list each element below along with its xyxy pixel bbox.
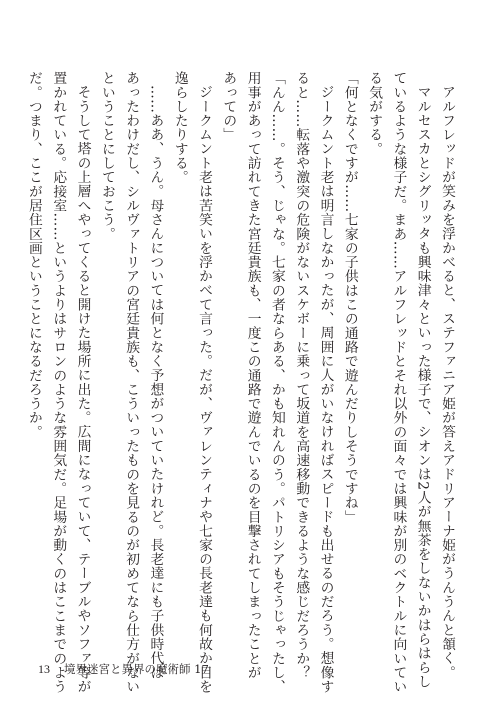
text-line: ……ああ、うん。母さんについては何となく予想がついていたけれど。長老達にも子供時代は <box>147 84 164 680</box>
page-footer <box>38 660 209 678</box>
text-line: ジークムント老は苦笑いを浮かべて言った。だが、ヴァレンティナや七家の長老達も何故か目を <box>196 84 213 694</box>
text-line: 「んん……。そう、じゃな。七家の者ならある、かも知れんのう。パトリシアもそうじゃったし、 <box>268 71 285 694</box>
text-line: ジークムント老は明言しなかったが、周囲に人がいなければスピードも出せるのだろう。想像す <box>317 84 334 694</box>
text-line: 逸らしたりする。 <box>171 71 188 185</box>
text-line: マルセスカとシグリッタも興味津々といった様子で、シオンは2人が無茶をしないかはらはらし <box>414 84 431 689</box>
text-line: 用事があって訪れてきた宮廷貴族も、一度この通路で遊んでいるのを目撃されてしまったことが <box>244 71 261 680</box>
text-line: 置かれている。応接室……というよりはサロンのような雰囲気だ。足場が動くのはここまでのよう <box>50 71 67 694</box>
text-line: ということにしておこう。 <box>98 71 115 241</box>
text-line: ると……転落や激突の危険がないスケボーに乗って坂道を高速移動できるような感じだろうか？ <box>293 71 310 680</box>
text-line: あったわけだし、シルヴァトリアの宮廷貴族も、こういったものを見るのが初めてなら仕方がない <box>123 71 140 694</box>
text-line: だ。つまり、ここが居住区画ということになるだろうか。 <box>25 71 42 439</box>
book-title: 境界迷宮と異界の魔術師 17 <box>64 662 209 676</box>
text-line: アルフレッドが笑みを浮かべると、ステファニア姫が答えアドリアーナ姫がうんうんと頷く。 <box>439 84 455 680</box>
text-line: る気がする。 <box>366 71 383 156</box>
text-line: あっての」 <box>220 71 237 142</box>
text-line: ているような様子だ。まあ……アルフレッドとそれ以外の面々では興味が別のベクトルに向いてい <box>390 71 407 694</box>
text-line: そうして塔の上層へやってくると開けた場所に出た。広間になっていて、テーブルやソファ等が <box>74 84 91 694</box>
page-number: 13 <box>38 661 50 676</box>
text-line: 「何となくですが……七家の子供はこの通路で遊んだりしそうですね」 <box>341 71 358 524</box>
